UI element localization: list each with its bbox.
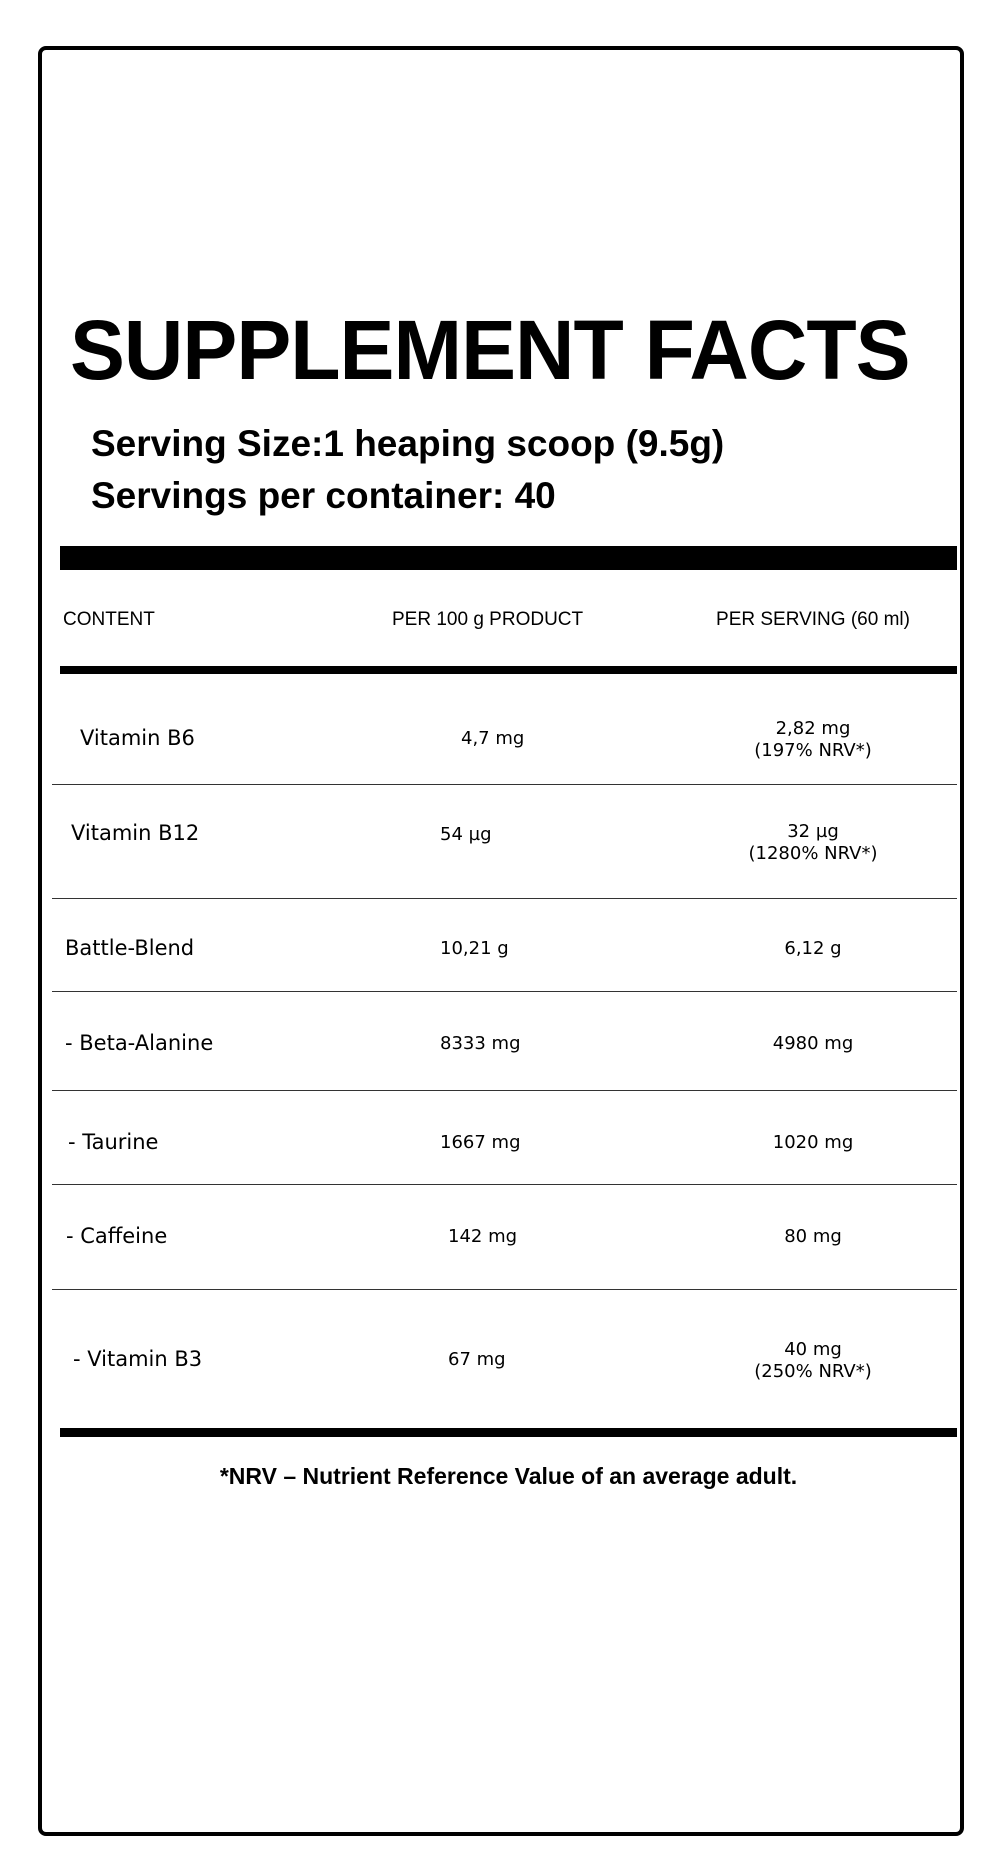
per-serving-value [703, 1339, 923, 1383]
ingredient-name: Vitamin B6 [80, 726, 195, 750]
table-row [52, 1091, 957, 1185]
page-title: SUPPLEMENT FACTS [70, 303, 910, 397]
per-100g-value: 67 mg [448, 1349, 506, 1370]
servings-per-container: Servings per container: 40 [91, 475, 556, 516]
table-row [52, 785, 957, 899]
per-serving-amount: 6,12 g [784, 938, 842, 959]
per-100g-value: 10,21 g [440, 938, 509, 959]
column-header-content: CONTENT [63, 609, 155, 630]
nrv-percent: (197% NRV*) [754, 740, 872, 761]
per-100g-value: 142 mg [448, 1226, 518, 1247]
top-thick-rule [60, 546, 957, 570]
ingredient-name: - Caffeine [66, 1224, 168, 1248]
per-serving-amount: 4980 mg [772, 1033, 854, 1054]
per-serving-amount: 2,82 mg [775, 718, 851, 739]
column-header-per-serving: PER SERVING (60 ml) [716, 609, 910, 630]
per-serving-value [703, 718, 923, 762]
serving-size: Serving Size:1 heaping scoop (9.5g) [91, 423, 725, 464]
per-serving-value [703, 938, 923, 960]
nrv-percent: (1280% NRV*) [748, 843, 878, 864]
per-100g-value: 8333 mg [440, 1033, 521, 1054]
per-100g-value: 54 µg [440, 824, 492, 845]
header-rule [60, 666, 957, 674]
per-serving-value [703, 1226, 923, 1248]
per-serving-amount: 1020 mg [772, 1132, 854, 1153]
per-serving-amount: 32 µg [787, 821, 839, 842]
column-header-per-100g: PER 100 g PRODUCT [392, 609, 584, 630]
per-100g-value: 4,7 mg [461, 728, 525, 749]
ingredient-name: - Taurine [68, 1130, 159, 1154]
per-serving-value [703, 1033, 923, 1055]
ingredient-name: - Beta-Alanine [65, 1031, 214, 1055]
table-row [52, 1290, 957, 1428]
table-row [52, 674, 957, 785]
per-serving-amount: 40 mg [784, 1339, 842, 1360]
table-row [52, 1185, 957, 1290]
table-row [52, 992, 957, 1091]
per-100g-value: 1667 mg [440, 1132, 521, 1153]
table-row [52, 899, 957, 992]
per-serving-value [703, 821, 923, 865]
per-serving-value [703, 1132, 923, 1154]
ingredient-name: Vitamin B12 [71, 821, 200, 845]
per-serving-amount: 80 mg [784, 1226, 842, 1247]
nrv-percent: (250% NRV*) [754, 1361, 872, 1382]
nrv-footnote: *NRV – Nutrient Reference Value of an average adult. [219, 1463, 798, 1489]
ingredient-name: Battle-Blend [65, 936, 195, 960]
bottom-thick-rule [60, 1428, 957, 1437]
ingredient-name: - Vitamin B3 [73, 1347, 203, 1371]
